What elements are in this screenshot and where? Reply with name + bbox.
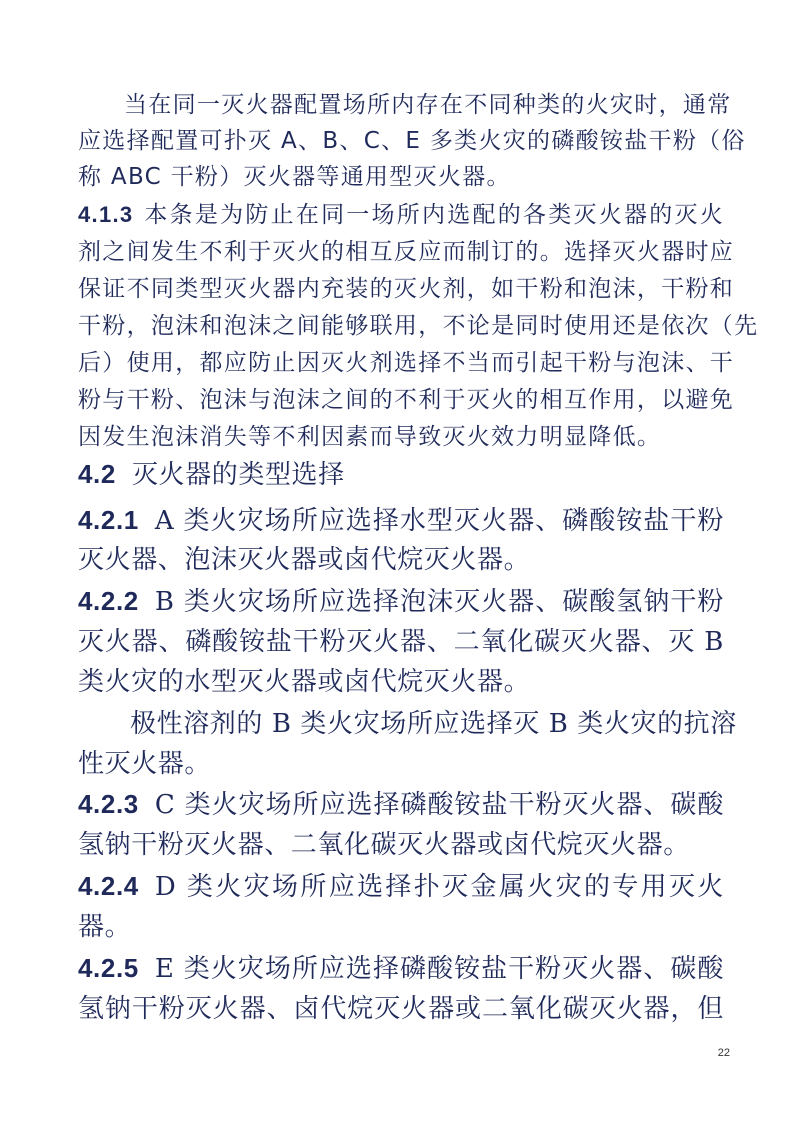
paragraph-line: 性灭火器。: [78, 749, 212, 779]
paragraph-line: 氢钠干粉灭火器、卤代烷灭火器或二氧化碳灭火器，但: [78, 994, 724, 1024]
clause-4-2-4: 4.2.4 D 类火灾场所应选择扑灭金属火灾的专用灭火: [78, 871, 724, 902]
paragraph-line: 当在同一灭火器配置场所内存在不同种类的火灾时，通常: [124, 92, 732, 118]
paragraph-line: 因发生泡沫消失等不利因素而导致灭火效力明显降低。: [78, 424, 662, 450]
page-number: 22: [717, 1047, 730, 1059]
clause-number: 4.2.3: [78, 789, 139, 819]
clause-number: 4.2.5: [78, 953, 139, 983]
paragraph-line: 极性溶剂的 B 类火灾场所应选择灭 B 类火灾的抗溶: [130, 709, 737, 739]
clause-number: 4.2.2: [78, 586, 139, 616]
clause-4-1-3: 4.1.3 本条是为防止在同一场所内选配的各类灭火器的灭火: [78, 202, 724, 228]
paragraph-line: 氢钠干粉灭火器、二氧化碳灭火器或卤代烷灭火器。: [78, 830, 690, 860]
clause-number: 4.2.4: [78, 871, 139, 901]
paragraph-line: 保证不同类型灭火器内充装的灭火剂，如干粉和泡沫，干粉和: [78, 276, 735, 302]
section-number: 4.2: [78, 459, 116, 489]
paragraph-line: 后）使用，都应防止因灭火剂选择不当而引起干粉与泡沫、干: [78, 350, 735, 376]
paragraph-line: 粉与干粉、泡沫与泡沫之间的不利于灭火的相互作用，以避免: [78, 387, 735, 413]
clause-number: 4.2.1: [78, 505, 139, 535]
paragraph-line: 灭火器、磷酸铵盐干粉灭火器、二氧化碳灭火器、灭 B: [78, 627, 724, 657]
paragraph-line: 器。: [78, 912, 132, 942]
section-heading-4-2: [78, 454, 724, 491]
clause-4-2-1: 4.2.1 A 类火灾场所应选择水型灭火器、磷酸铵盐干粉: [78, 505, 724, 536]
paragraph-line: 剂之间发生不利于灭火的相互反应而制订的。选择灭火器时应: [78, 239, 735, 265]
paragraph-line: 类火灾的水型灭火器或卤代烷灭火器。: [78, 667, 531, 697]
paragraph-line: 干粉，泡沫和泡沫之间能够联用，不论是同时使用还是依次（先: [78, 313, 759, 339]
clause-4-2-5: 4.2.5 E 类火灾场所应选择磷酸铵盐干粉灭火器、碳酸: [78, 953, 724, 984]
clause-4-2-3: 4.2.3 C 类火灾场所应选择磷酸铵盐干粉灭火器、碳酸: [78, 789, 724, 820]
clause-number: 4.1.3: [78, 202, 134, 227]
paragraph-line: 灭火器、泡沫灭火器或卤代烷灭火器。: [78, 545, 531, 575]
clause-4-2-2: 4.2.2 B 类火灾场所应选择泡沫灭火器、碳酸氢钠干粉: [78, 586, 724, 617]
paragraph-line: 应选择配置可扑灭 A、B、C、E 多类火灾的磷酸铵盐干粉（俗: [78, 128, 746, 154]
section-title: 灭火器的类型选择: [131, 460, 345, 490]
paragraph-line: 称 ABC 干粉）灭火器等通用型灭火器。: [78, 164, 511, 190]
